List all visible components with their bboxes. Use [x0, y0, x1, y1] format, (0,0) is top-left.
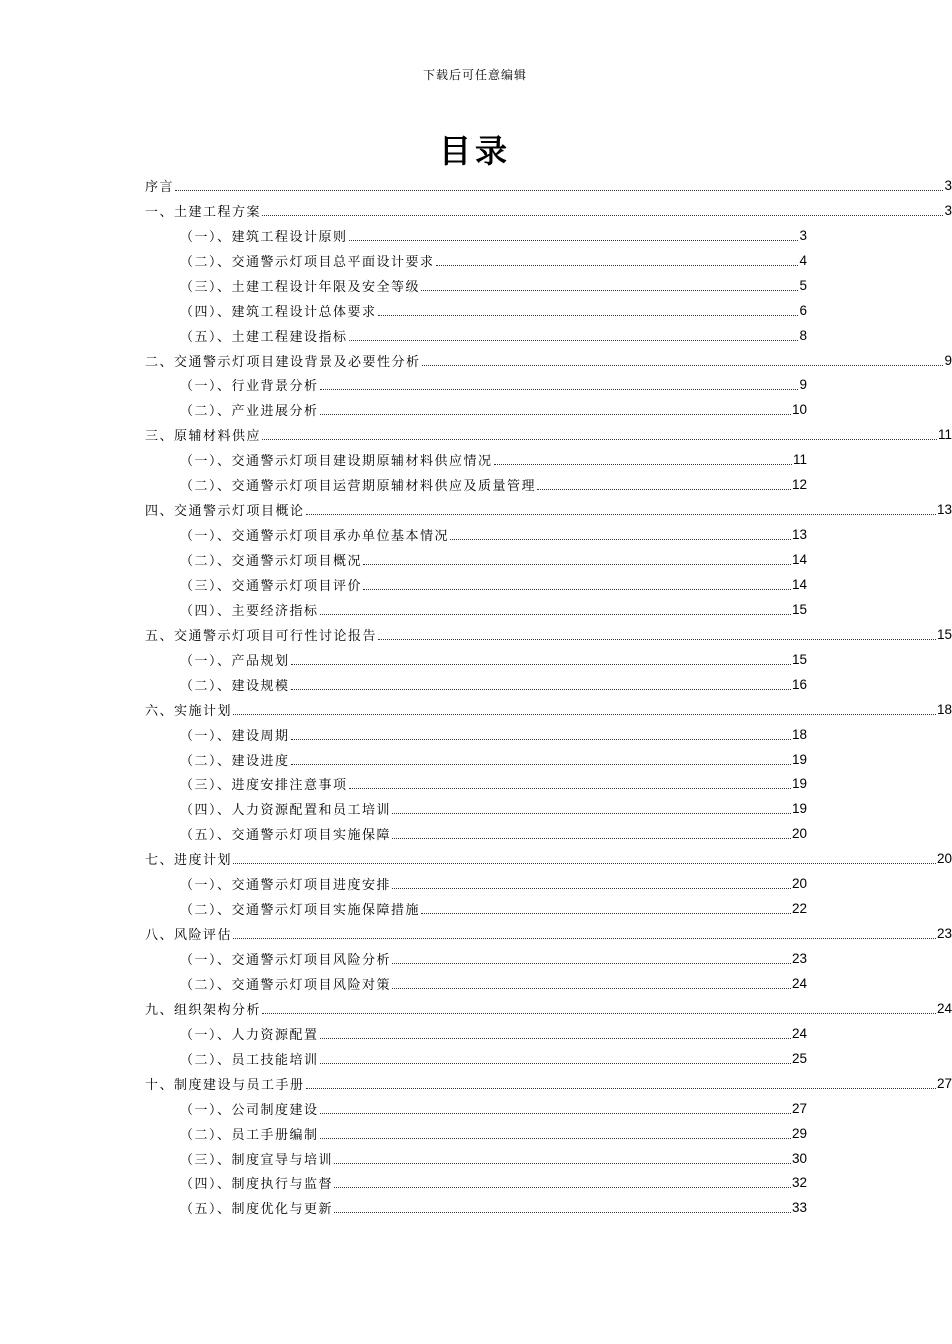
dot-leader: [421, 913, 791, 914]
dot-leader: [494, 464, 792, 465]
toc-entry-label: （二）、建设进度: [180, 753, 290, 769]
toc-entry-page-number: 20: [791, 876, 807, 892]
toc-entry[interactable]: [0, 896, 807, 921]
toc-entry-label: （一）、建设周期: [180, 728, 290, 744]
dot-leader: [334, 1187, 791, 1188]
toc-entry-page-number: 24: [936, 1000, 952, 1016]
dot-leader: [306, 514, 936, 515]
dot-leader: [334, 1163, 791, 1164]
toc-entry-page-number: 23: [791, 951, 807, 967]
dot-leader: [262, 215, 943, 216]
dot-leader: [363, 564, 791, 565]
toc-entry[interactable]: [0, 1195, 807, 1220]
toc-entry-page-number: 27: [936, 1075, 952, 1091]
toc-entry-label: （一）、交通警示灯项目建设期原辅材料供应情况: [180, 454, 493, 470]
toc-entry[interactable]: [0, 397, 807, 422]
toc-entry-label: （三）、土建工程设计年限及安全等级: [180, 279, 421, 295]
toc-entry-page-number: 30: [791, 1150, 807, 1166]
toc-entry-label: 序言: [145, 179, 175, 195]
toc-entry[interactable]: [0, 572, 807, 597]
toc-entry[interactable]: [0, 422, 952, 447]
toc-entry[interactable]: [0, 971, 807, 996]
dot-leader: [233, 714, 936, 715]
toc-entry-label: （四）、人力资源配置和员工培训: [180, 803, 392, 819]
toc-entry-label: （一）、产品规划: [180, 653, 290, 669]
toc-entry-label: 一、土建工程方案: [145, 204, 262, 220]
toc-entry-page-number: 3: [799, 227, 807, 243]
toc-entry-page-number: 15: [791, 601, 807, 617]
dot-leader: [392, 988, 791, 989]
toc-entry-page-number: 6: [799, 302, 807, 318]
toc-entry-label: （五）、交通警示灯项目实施保障: [180, 828, 392, 844]
toc-entry[interactable]: [0, 722, 807, 747]
dot-leader: [421, 290, 798, 291]
toc-entry-label: （二）、交通警示灯项目概况: [180, 554, 363, 570]
toc-entry-label: 五、交通警示灯项目可行性讨论报告: [145, 628, 378, 644]
toc-entry[interactable]: [0, 472, 807, 497]
dot-leader: [233, 938, 936, 939]
dot-leader: [363, 589, 791, 590]
toc-entry-label: （三）、制度宣导与培训: [180, 1152, 334, 1168]
toc-entry-page-number: 13: [791, 527, 807, 543]
toc-entry-page-number: 18: [791, 726, 807, 742]
toc-entry-page-number: 19: [791, 801, 807, 817]
toc-entry-page-number: 13: [936, 502, 952, 518]
toc-entry-label: （四）、主要经济指标: [180, 603, 319, 619]
toc-entry-page-number: 24: [791, 975, 807, 991]
toc-entry[interactable]: [0, 223, 807, 248]
toc-entry[interactable]: [0, 323, 807, 348]
toc-entry-label: （二）、建设规模: [180, 678, 290, 694]
dot-leader: [392, 813, 791, 814]
toc-entry-page-number: 24: [791, 1025, 807, 1041]
toc-entry-page-number: 11: [937, 427, 952, 443]
dot-leader: [233, 863, 936, 864]
toc-entry-label: 三、原辅材料供应: [145, 429, 262, 445]
toc-entry[interactable]: [0, 821, 807, 846]
toc-entry-label: （二）、交通警示灯项目实施保障措施: [180, 903, 421, 919]
toc-entry[interactable]: [0, 547, 807, 572]
toc-entry-label: 十、制度建设与员工手册: [145, 1077, 305, 1093]
toc-entry[interactable]: [0, 796, 807, 821]
dot-leader: [262, 439, 937, 440]
toc-entry-label: （三）、进度安排注意事项: [180, 778, 348, 794]
dot-leader: [291, 764, 791, 765]
toc-list: [0, 173, 950, 1220]
toc-entry[interactable]: [0, 1071, 952, 1096]
toc-entry-label: （一）、人力资源配置: [180, 1027, 319, 1043]
toc-entry-label: （一）、交通警示灯项目进度安排: [180, 878, 392, 894]
toc-entry[interactable]: [0, 522, 807, 547]
toc-entry[interactable]: [0, 373, 807, 398]
dot-leader: [320, 389, 799, 390]
toc-entry-label: （二）、交通警示灯项目总平面设计要求: [180, 254, 435, 270]
toc-entry-page-number: 23: [936, 926, 952, 942]
toc-entry-page-number: 18: [936, 701, 952, 717]
toc-entry[interactable]: [0, 1021, 807, 1046]
toc-entry-label: （四）、建筑工程设计总体要求: [180, 304, 377, 320]
dot-leader: [436, 265, 799, 266]
toc-entry[interactable]: [0, 1046, 807, 1071]
toc-entry[interactable]: [0, 1171, 807, 1196]
dot-leader: [349, 340, 799, 341]
toc-entry-page-number: 5: [799, 277, 807, 293]
toc-entry-page-number: 15: [791, 651, 807, 667]
toc-entry[interactable]: [0, 747, 807, 772]
toc-entry-label: （一）、交通警示灯项目风险分析: [180, 953, 392, 969]
toc-entry-label: （二）、交通警示灯项目风险对策: [180, 977, 392, 993]
toc-entry-page-number: 27: [791, 1100, 807, 1116]
toc-entry-page-number: 20: [936, 851, 952, 867]
toc-entry-page-number: 33: [791, 1200, 807, 1216]
toc-entry-page-number: 8: [799, 327, 807, 343]
toc-entry-label: （五）、土建工程建设指标: [180, 329, 348, 345]
dot-leader: [422, 365, 944, 366]
toc-entry-label: （二）、产业进展分析: [180, 404, 319, 420]
toc-entry-page-number: 19: [791, 776, 807, 792]
toc-entry[interactable]: [0, 772, 807, 797]
toc-entry[interactable]: [0, 173, 952, 198]
toc-entry[interactable]: [0, 298, 807, 323]
toc-entry[interactable]: [0, 996, 952, 1021]
toc-entry-page-number: 29: [791, 1125, 807, 1141]
toc-entry[interactable]: [0, 597, 807, 622]
dot-leader: [306, 1088, 936, 1089]
toc-entry[interactable]: [0, 348, 952, 373]
toc-entry-label: （二）、交通警示灯项目运营期原辅材料供应及质量管理: [180, 479, 537, 495]
toc-entry-page-number: 15: [936, 626, 952, 642]
dot-leader: [291, 739, 791, 740]
dot-leader: [537, 489, 791, 490]
toc-entry-label: 四、交通警示灯项目概论: [145, 504, 305, 520]
dot-leader: [378, 639, 936, 640]
toc-entry-label: （二）、员工手册编制: [180, 1127, 319, 1143]
toc-entry-label: （一）、行业背景分析: [180, 379, 319, 395]
toc-entry-page-number: 10: [791, 402, 807, 418]
toc-entry-page-number: 3: [944, 177, 952, 193]
dot-leader: [349, 240, 799, 241]
toc-entry[interactable]: [0, 1121, 807, 1146]
dot-leader: [175, 190, 943, 191]
dot-leader: [334, 1212, 791, 1213]
dot-leader: [320, 614, 791, 615]
toc-entry-page-number: 14: [791, 576, 807, 592]
toc-entry[interactable]: [0, 248, 807, 273]
toc-entry[interactable]: [0, 672, 807, 697]
toc-entry-label: 八、风险评估: [145, 928, 233, 944]
dot-leader: [320, 1063, 791, 1064]
toc-entry-page-number: 11: [792, 452, 807, 468]
toc-entry-label: （五）、制度优化与更新: [180, 1202, 334, 1218]
dot-leader: [378, 315, 799, 316]
toc-entry-label: （二）、员工技能培训: [180, 1052, 319, 1068]
toc-entry[interactable]: [0, 946, 807, 971]
toc-entry-label: （三）、交通警示灯项目评价: [180, 578, 363, 594]
toc-entry[interactable]: [0, 697, 952, 722]
toc-entry-page-number: 3: [944, 202, 952, 218]
toc-entry[interactable]: [0, 273, 807, 298]
toc-entry[interactable]: [0, 1146, 807, 1171]
toc-entry-label: （一）、交通警示灯项目承办单位基本情况: [180, 529, 450, 545]
toc-entry-page-number: 22: [791, 901, 807, 917]
dot-leader: [392, 888, 791, 889]
toc-entry[interactable]: [0, 647, 807, 672]
toc-entry-page-number: 25: [791, 1050, 807, 1066]
toc-entry-page-number: 20: [791, 826, 807, 842]
toc-entry[interactable]: [0, 622, 952, 647]
toc-entry[interactable]: [0, 198, 952, 223]
dot-leader: [349, 788, 791, 789]
toc-entry-label: 七、进度计划: [145, 853, 233, 869]
toc-entry[interactable]: [0, 921, 952, 946]
toc-entry-page-number: 32: [791, 1175, 807, 1191]
toc-title: 目录: [438, 132, 511, 170]
toc-entry[interactable]: [0, 447, 807, 472]
toc-entry-label: 九、组织架构分析: [145, 1002, 262, 1018]
toc-entry-page-number: 16: [791, 676, 807, 692]
dot-leader: [320, 1138, 791, 1139]
dot-leader: [320, 414, 791, 415]
toc-entry[interactable]: [0, 497, 952, 522]
toc-entry-page-number: 14: [791, 552, 807, 568]
dot-leader: [392, 963, 791, 964]
toc-entry-label: （一）、公司制度建设: [180, 1102, 319, 1118]
toc-entry-page-number: 9: [944, 352, 952, 368]
toc-entry-label: （一）、建筑工程设计原则: [180, 229, 348, 245]
toc-entry-label: 二、交通警示灯项目建设背景及必要性分析: [145, 354, 421, 370]
dot-leader: [262, 1013, 936, 1014]
toc-entry-label: 六、实施计划: [145, 703, 233, 719]
dot-leader: [450, 539, 791, 540]
toc-entry[interactable]: [0, 871, 807, 896]
toc-entry-page-number: 12: [791, 477, 807, 493]
dot-leader: [320, 1038, 791, 1039]
dot-leader: [291, 689, 791, 690]
toc-entry-page-number: 19: [791, 751, 807, 767]
dot-leader: [392, 838, 791, 839]
toc-entry[interactable]: [0, 846, 952, 871]
toc-entry-page-number: 9: [799, 377, 807, 393]
dot-leader: [291, 664, 791, 665]
toc-entry[interactable]: [0, 1096, 807, 1121]
header-note: 下载后可任意编辑: [422, 68, 527, 82]
toc-entry-page-number: 4: [799, 252, 807, 268]
dot-leader: [320, 1113, 791, 1114]
toc-entry-label: （四）、制度执行与监督: [180, 1177, 334, 1193]
